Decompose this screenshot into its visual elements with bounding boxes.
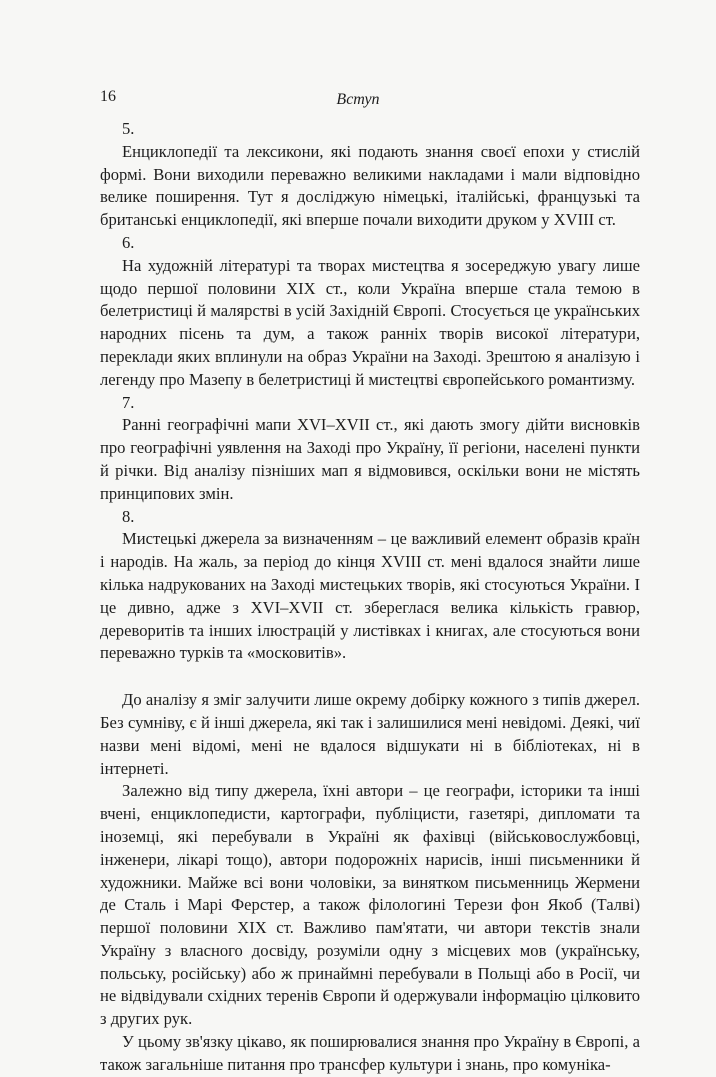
section-spacer xyxy=(100,665,640,689)
list-item-text: На художній літературі та творах мистецтва я зосереджую увагу лише щодо першої половини XIX ст., коли Україна вперше стала темою в белетристиці й малярстві в усій Західній Європі. Стосується це українських народних пісень та дум, а також ранніх творів високої літератури, переклади яких вплинули на образ України на Заході. Зрештою я аналізую і легенду про Мазепу в белетристиці й мистецтві європейського романтизму. xyxy=(100,255,640,389)
list-item-text: Мистецькі джерела за визначенням – це важливий елемент образів країн і народів. На жаль, за період до кінця XVIII ст. мені вдалося знайти лише кілька надрукованих на Заході мистецьких творів, які стосуються України. І це дивно, адже з XVI–XVII ст. збереглася велика кількість гравюр, дереворитів та інших ілюстрацій у листівках і книгах, але стосуються вони переважно турків та «московитів». xyxy=(100,529,640,663)
list-item-number: 8. xyxy=(122,506,135,526)
list-item-text: Енциклопедії та лексикони, які подають знання своєї епохи у стислій формі. Вони виходили переважно великими накладами і мали відповідно велике поширення. Тут я досліджую німецькі, італійські, французькі та британські енциклопедії, які вперше почали виходити друком у XVIII ст. xyxy=(100,141,640,230)
body-paragraph: У цьому зв'язку цікаво, як поширювалися знання про Україну в Європі, а також загальніше питання про трансфер культури і знань, про комуніка- xyxy=(100,1032,640,1074)
list-item-number: 6. xyxy=(122,232,135,252)
body-text xyxy=(100,118,640,1077)
running-title: Вступ xyxy=(336,91,380,108)
page-number: 16 xyxy=(100,88,116,105)
body-paragraph: Залежно від типу джерела, їхні автори – це географи, історики та інші вчені, енциклопедисти, картографи, публіцисти, газетярі, дипломати та іноземці, які перебували в Україні як фахівці (військовослужбовці, інженери, лікарі тощо), автори подорожніх нарисів, інші письменники й художники. Майже всі вони чоловіки, за винятком письменниць Жермени де Сталь і Марі Ферстер, а також філологині Терези фон Якоб (Талві) першої половини XIX ст. Важливо пам'ятати, чи автори текстів знали Україну з власного досвіду, розуміли одну з місцевих мов (українську, польську, російську) або ж принаймні перебували в Польщі або в Росії, чи не відвідували східних теренів Європи й одержували інформацію цілковито з других рук. xyxy=(100,781,640,1029)
body-paragraph: До аналізу я зміг залучити лише окрему добірку кожного з типів джерел. Без сумніву, є й інші джерела, які так і залишилися мені невідомі. Деякі, чиї назви мені відомі, мені не вдалося відшукати ні в бібліотеках, ні в інтернеті. xyxy=(100,690,640,778)
list-item-number: 5. xyxy=(122,119,135,138)
list-item-text: Ранні географічні мапи XVI–XVII ст., які дають змогу дійти висновків про географічні уявлення на Заході про Україну, її регіони, населені пункти й річки. Від аналізу пізніших мап я відмовився, оскільки вони не містять принципових змін. xyxy=(100,415,640,503)
list-item-number: 7. xyxy=(122,392,135,412)
